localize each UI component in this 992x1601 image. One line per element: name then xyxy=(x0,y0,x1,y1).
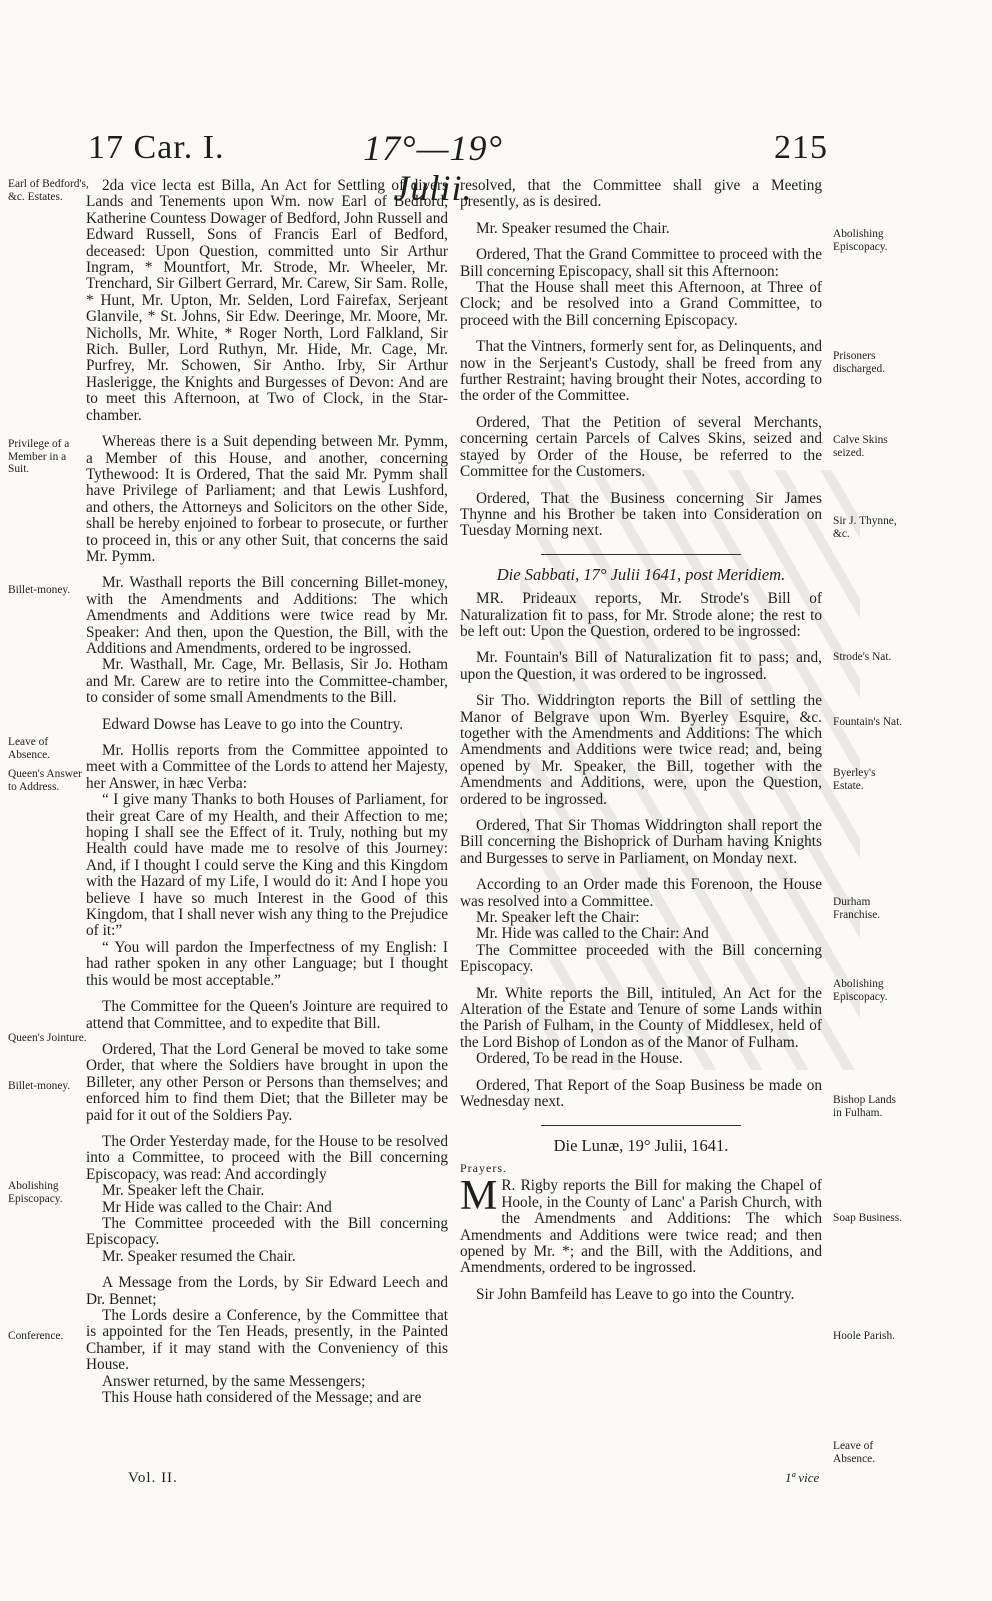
margin-note: Leave of Absence. xyxy=(8,736,51,761)
entry-house-considered: This House hath considered of the Message; and are xyxy=(102,1389,422,1407)
section-divider xyxy=(541,1125,741,1126)
page-number: 215 xyxy=(774,129,828,166)
entry-episcopacy-order: The Order Yesterday made, for the House to be resolved into a Committee, to proceed with the Bill concerning Episcopacy, was read: And accordingly xyxy=(86,1132,448,1183)
entry-speaker-resumed: Mr. Speaker resumed the Chair. xyxy=(102,1247,296,1265)
entry-fulham-lands: Mr. White reports the Bill, intituled, An Act for the Alteration of the Estate and Tenure of some Lands within the Parish of Fulham, in the County of Middlesex, held of the Lord Bishop of London as of the Manor of Fulham. xyxy=(460,984,822,1051)
volume-footer: Vol. II. xyxy=(128,1470,178,1486)
margin-note: Queen's Answer to Address. xyxy=(8,768,82,793)
entry-committee-proceeded-2: The Committee proceeded with the Bill concerning Episcopacy. xyxy=(460,941,822,976)
header-dates: 17°—19° Julii. xyxy=(363,128,503,208)
entry-fountain-naturalization: Mr. Fountain's Bill of Naturalization fit to pass; and, upon the Question, it was ordered to be ingrossed. xyxy=(460,649,822,683)
margin-note: Privilege of a Member in a Suit. xyxy=(8,438,70,476)
margin-note: Abolishing Episcopacy. xyxy=(8,1180,63,1205)
entry-queens-answer-quote-1: “ I give many Thanks to both Houses of Parliament, for their great Care of my Health, and their Affection to me; hoping I shall see the Effect of it. Truly, nothing but my Health could have made me to resolve of this Journey: And, if I thought I could serve the King and this Kingdom with the Hazard of my Life, I would do it: And I hope you believe I have so much Interest in the Good of this Kingdom, that I shall never wish any thing to the Prejudice of it:” xyxy=(86,791,448,940)
margin-note: Bishop Lands in Fulham. xyxy=(833,1094,896,1119)
entry-committee-proceeded: The Committee proceeded with the Bill concerning Episcopacy. xyxy=(86,1214,448,1249)
margin-note: Sir J. Thynne, &c. xyxy=(833,515,897,540)
margin-note: Calve Skins seized. xyxy=(833,434,888,459)
margin-note: Billet-money. xyxy=(8,1080,71,1092)
left-column xyxy=(86,178,448,1406)
margin-note: Queen's Jointure. xyxy=(8,1032,87,1044)
entry-pymm-privilege: Whereas there is a Suit depending between Mr. Pymm, a Member of this House, and another, concerning Tythewood: It is Ordered, That the said Mr. Pymm shall have Privilege of Parliament; and that Lewis Lushford, and others, the Attorneys and Solicitors on the other Side, shall be hereby enjoined to forbear to prosecute, or further to proceed in, this or any other Suit, that concerns the said Mr. Pymm. xyxy=(86,433,448,565)
entry-bamfeild-leave: Sir John Bamfeild has Leave to go into the Country. xyxy=(476,1285,795,1303)
header-regnal-year: 17 Car. I. xyxy=(88,129,225,166)
margin-note: Fountain's Nat. xyxy=(833,716,903,728)
entry-vintners: That the Vintners, formerly sent for, as Delinquents, and now in the Serjeant's Custody, shall be freed from any further Restraint; having brought their Notes, according to the order of the Committee. xyxy=(460,338,822,405)
entry-grand-committee: Ordered, That the Grand Committee to proceed with the Bill concerning Episcopacy, shall sit this Afternoon: xyxy=(460,246,822,280)
entry-thynne: Ordered, That the Business concerning Sir James Thynne and his Brother be taken into Consideration on Tuesday Morning next. xyxy=(460,489,822,540)
margin-note: Soap Business. xyxy=(833,1212,902,1224)
entry-hoole-parish xyxy=(460,1173,822,1277)
margin-note: Billet-money. xyxy=(8,584,71,596)
entry-soap-business: Ordered, That Report of the Soap Business be made on Wednesday next. xyxy=(460,1076,822,1111)
entry-speaker-left: Mr. Speaker left the Chair. xyxy=(102,1182,265,1200)
margin-note: Earl of Bedford's, &c. Estates. xyxy=(8,178,89,203)
entry-committee-order: According to an Order made this Forenoon, the House was resolved into a Committee. xyxy=(460,876,822,910)
entry-hide-chair-2: Mr. Hide was called to the Chair: And xyxy=(476,925,709,943)
margin-note: Strode's Nat. xyxy=(833,651,892,663)
entry-speaker-resumed-2: Mr. Speaker resumed the Chair. xyxy=(476,219,670,237)
margin-note: Hoole Parish. xyxy=(833,1330,896,1342)
entry-billeter-order: Ordered, That the Lord General be moved to take some Order, that where the Soldiers have brought in upon the Billeter, any other Person or Persons than themselves; and enforced him to find them Diet; that the Billeter may be paid for it out of the Soldiers Pay. xyxy=(86,1040,448,1124)
entry-speaker-left-2: Mr. Speaker left the Chair: xyxy=(476,909,640,927)
entry-meeting-resolved: resolved, that the Committee shall give a Meeting presently, as is desired. xyxy=(460,177,822,211)
catchword: 1ª vice xyxy=(785,1470,820,1485)
entry-byerley-estate: Sir Tho. Widdrington reports the Bill of settling the Manor of Belgrave upon Wm. Byerley Esquire, &c. together with the Amendments and Additions: The which Amendments and Additions were twice read; and, being opened by Mr. Speaker, the Bill, together with the Amendments and Additions, were, upon the Question, ordered to be ingrossed. xyxy=(460,692,822,808)
entry-read-in-house: Ordered, To be read in the House. xyxy=(476,1050,683,1068)
right-column xyxy=(460,178,822,1303)
day-heading-monday: Die Lunæ, 19° Julii, 1641. xyxy=(553,1135,729,1155)
entry-queens-answer-intro: Mr. Hollis reports from the Committee appointed to meet with a Committee of the Lords to attend her Majesty, her Answer, in hæc Verba: xyxy=(86,742,448,792)
margin-note: Abolishing Episcopacy. xyxy=(833,978,888,1003)
prayers-label: Prayers. xyxy=(460,1160,507,1175)
entry-bedford-estates: 2da vice lecta est Billa, An Act for Settling of divers Lands and Tenements upon Wm. now Earl of Bedford, Katherine Countess Dowager of Bedford, John Russell and Edward Russell, Sons of Francis Earl of Bedford, deceased: Upon Question, committed unto Sir Arthur Ingram, * Mountfort, Mr. Strode, Mr. Wheeler, Mr. Trenchard, Sir Gilbert Gerrard, Mr. Carew, Sir Sam. Rolle, * Hunt, Mr. Upton, Mr. Selden, Lord Fairefax, Serjeant Glanvile, * St. Johns, Sir Edw. Deeringe, Mr. Moore, Mr. Nicholls, Mr. White, * Roger North, Lord Falkland, Sir Rich. Buller, Lord Ruthyn, Mr. Hide, Mr. Cage, Mr. Purfrey, Mr. Schowen, Sir Antho. Irby, Sir Arthur Haslerigge, the Knights and Burgesses of Devon: And are to meet this Afternoon, at Two of Clock, in the Star-chamber. xyxy=(86,177,448,424)
margin-note: Byerley's Estate. xyxy=(833,767,876,792)
entry-lords-message: A Message from the Lords, by Sir Edward Leech and Dr. Bennet; xyxy=(86,1274,448,1308)
margin-note: Leave of Absence. xyxy=(833,1440,876,1465)
entry-strode-naturalization: MR. Prideaux reports, Mr. Strode's Bill of Naturalization fit to pass, for Mr. Strode alone; the rest to be left out: Upon the Question, ordered to be ingrossed: xyxy=(460,590,822,640)
drop-cap: M xyxy=(460,1173,498,1220)
entry-queens-jointure: The Committee for the Queen's Jointure are required to attend that Committee, and to expedite that Bill. xyxy=(86,998,448,1032)
entry-durham-bishoprick: Ordered, That Sir Thomas Widdrington shall report the Bill concerning the Bishoprick of Durham having Knights and Burgesses to serve in Parliament, on Monday next. xyxy=(460,817,822,867)
entry-dowse-leave: Edward Dowse has Leave to go into the Country. xyxy=(102,715,404,733)
entry-hoole-text: R. Rigby reports the Bill for making the Chapel of Hoole, in the County of Lanc' a Parish Church, with the Amendments and Additions: The which Amendments and Additions were twice read; and then opened by Mr. *; and the Bill, with the Additions, and Amendments, ordered to be ingrossed. xyxy=(460,1177,822,1277)
entry-house-meet-afternoon: That the House shall meet this Afternoon, at Three of Clock; and be resolved into a Grand Committee, to proceed with the Bill concerning Episcopacy. xyxy=(460,279,822,329)
entry-queens-answer-quote-2: “ You will pardon the Imperfectness of my English: I had rather spoken in any other Language; but I thought this would be most acceptable.” xyxy=(86,938,448,989)
margin-note: Abolishing Episcopacy. xyxy=(833,228,888,253)
margin-note: Durham Franchise. xyxy=(833,896,881,921)
entry-calves-skins: Ordered, That the Petition of several Merchants, concerning certain Parcels of Calves Skins, seized and stayed by Order of the House, be referred to the Committee for the Customers. xyxy=(460,413,822,481)
entry-lords-conference: The Lords desire a Conference, by the Committee that is appointed for the Ten Heads, presently, in the Painted Chamber, if it may stand with the Conveniency of this House. xyxy=(86,1307,448,1374)
entry-hide-chair: Mr Hide was called to the Chair: And xyxy=(102,1198,332,1216)
margin-note: Prisoners discharged. xyxy=(833,350,885,375)
entry-billet-money-report: Mr. Wasthall reports the Bill concerning Billet-money, with the Amendments and Additions: The which Amendments and Additions were twice read by Mr. Speaker: And then, upon the Question, the Bill, with the Additions and Amendments, ordered to be ingrossed. xyxy=(86,574,448,657)
entry-billet-money-committee: Mr. Wasthall, Mr. Cage, Mr. Bellasis, Sir Jo. Hotham and Mr. Carew are to retire into the Committee-chamber, to consider of some small Amendments to the Bill. xyxy=(86,656,448,707)
entry-answer-returned: Answer returned, by the same Messengers; xyxy=(102,1372,366,1390)
section-divider xyxy=(541,554,741,555)
margin-note: Conference. xyxy=(8,1330,64,1342)
day-heading-saturday: Die Sabbati, 17° Julii 1641, post Meridiem. xyxy=(496,564,786,584)
